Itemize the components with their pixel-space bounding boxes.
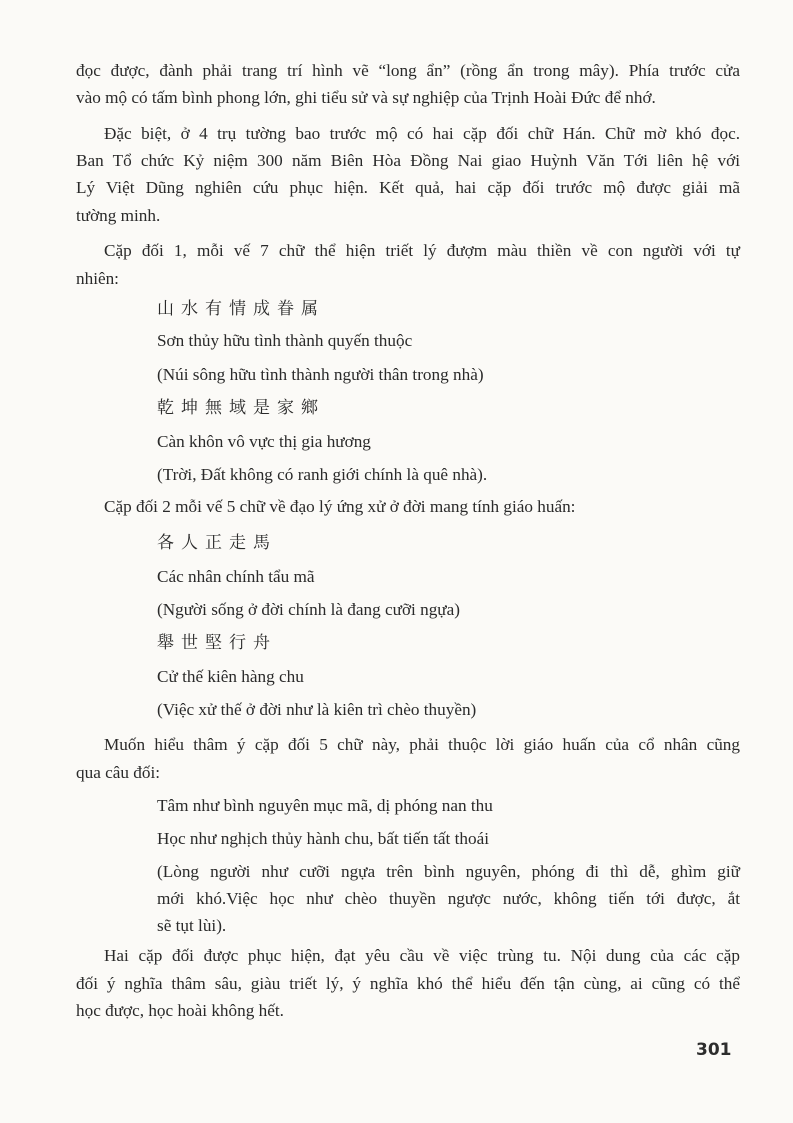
- translation-line: (Núi sông hữu tình thành người thân trong nhà): [157, 365, 484, 384]
- text-line: Cặp đối 2 mỗi vế 5 chữ về đạo lý ứng xử ở đời mang tính giáo huấn:: [104, 497, 576, 516]
- transliteration-line: Càn khôn vô vực thị gia hương: [157, 432, 371, 451]
- han-couplet-line: 山水有情成眷属: [157, 299, 325, 319]
- han-couplet-line: 各人正走馬: [157, 533, 277, 553]
- translation-line: (Trời, Đất không có ranh giới chính là quê nhà).: [157, 465, 488, 484]
- quote-translation-line: (Lòng người như cưỡi ngựa trên bình nguyên, phóng đi thì dễ, ghìm giữ: [157, 862, 740, 881]
- text-line: tường minh.: [76, 206, 161, 225]
- page-number: 301: [696, 1040, 732, 1060]
- text-line: Muốn hiểu thâm ý cặp đối 5 chữ này, phải thuộc lời giáo huấn của cổ nhân cũng: [104, 735, 740, 754]
- translation-line: (Người sống ở đời chính là đang cưỡi ngựa): [157, 600, 460, 619]
- transliteration-line: Các nhân chính tẩu mã: [157, 567, 315, 586]
- han-couplet-line: 乾坤無域是家鄉: [157, 398, 325, 418]
- text-line: Cặp đối 1, mỗi vế 7 chữ thể hiện triết lý đượm màu thiền về con người với tự: [104, 241, 740, 260]
- text-line: nhiên:: [76, 269, 119, 288]
- text-line: đọc được, đành phải trang trí hình vẽ “long ẩn” (rồng ẩn trong mây). Phía trước cửa: [76, 61, 740, 80]
- han-couplet-line: 舉世堅行舟: [157, 633, 277, 653]
- text-line: qua câu đối:: [76, 763, 160, 782]
- quote-translation-line: sẽ tụt lùi).: [157, 916, 227, 935]
- text-line: Ban Tổ chức Kỷ niệm 300 năm Biên Hòa Đồng Nai giao Huỳnh Văn Tới liên hệ với: [76, 151, 740, 170]
- quote-line: Tâm như bình nguyên mục mã, dị phóng nan thu: [157, 796, 493, 815]
- text-line: đối ý nghĩa thâm sâu, giàu triết lý, ý nghĩa khó thể hiểu đến tận cùng, ai cũng có thể: [76, 974, 740, 993]
- transliteration-line: Sơn thủy hữu tình thành quyến thuộc: [157, 331, 413, 350]
- text-line: Lý Việt Dũng nghiên cứu phục hiện. Kết quả, hai cặp đối trước mộ được giải mã: [76, 178, 740, 197]
- transliteration-line: Cử thế kiên hàng chu: [157, 667, 304, 686]
- translation-line: (Việc xử thế ở đời như là kiên trì chèo thuyền): [157, 700, 477, 719]
- text-line: học được, học hoài không hết.: [76, 1001, 284, 1020]
- text-line: vào mộ có tấm bình phong lớn, ghi tiểu sử và sự nghiệp của Trịnh Hoài Đức để nhớ.: [76, 88, 656, 107]
- text-line: Đặc biệt, ở 4 trụ tường bao trước mộ có hai cặp đối chữ Hán. Chữ mờ khó đọc.: [104, 124, 740, 143]
- quote-line: Học như nghịch thủy hành chu, bất tiến tất thoái: [157, 829, 489, 848]
- quote-translation-line: mới khó.Việc học như chèo thuyền ngược nước, không tiến tới được, ắt: [157, 889, 740, 908]
- text-line: Hai cặp đối được phục hiện, đạt yêu cầu về việc trùng tu. Nội dung của các cặp: [104, 946, 740, 965]
